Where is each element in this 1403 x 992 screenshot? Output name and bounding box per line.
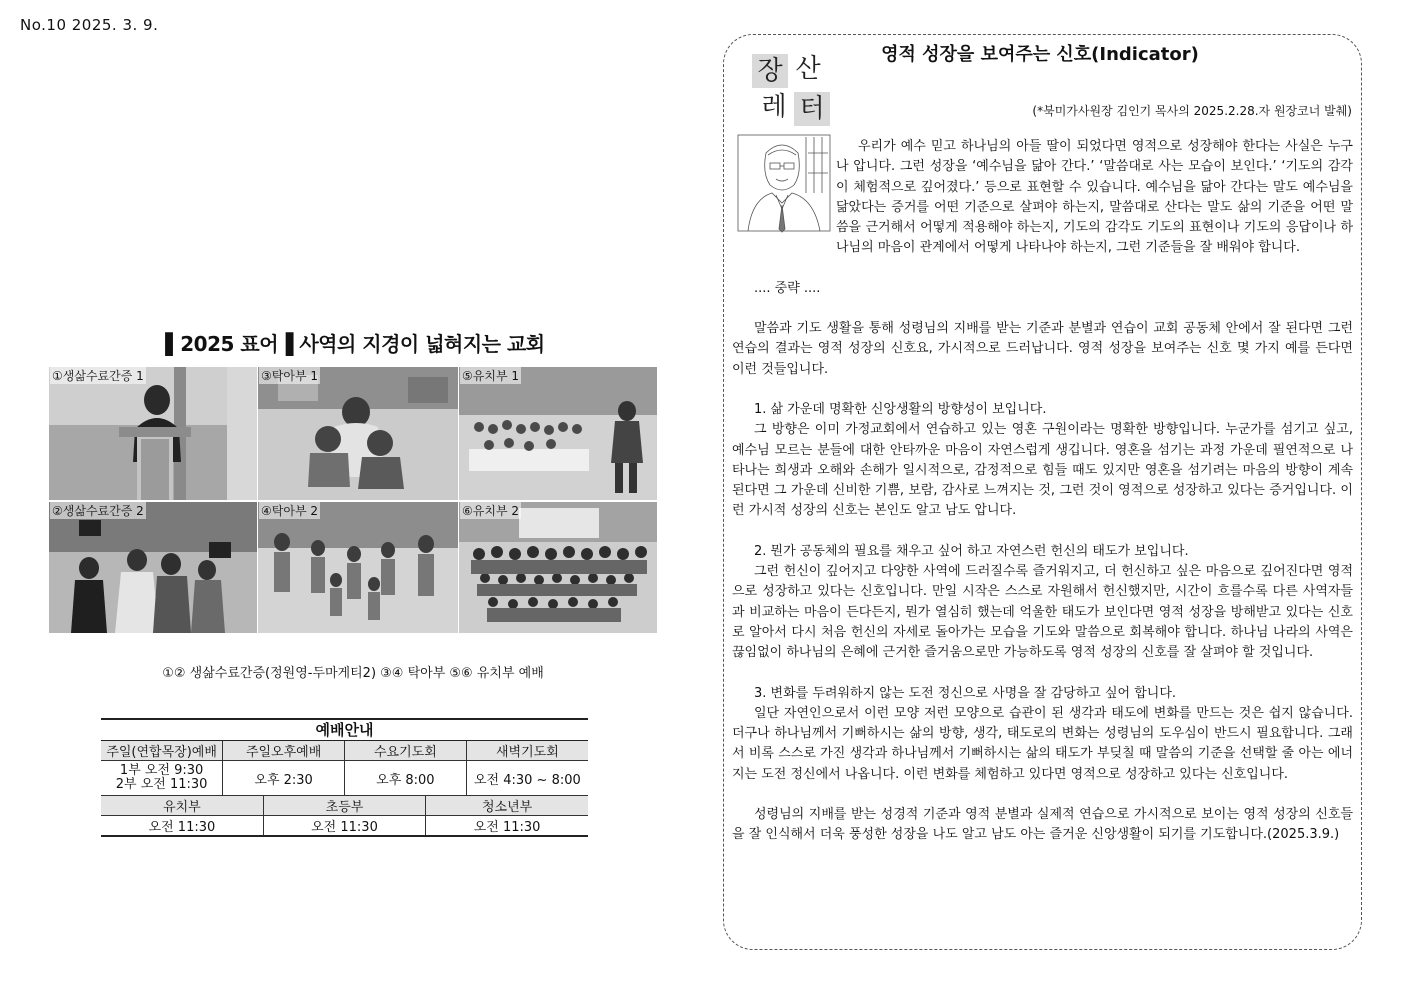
badge-char-4: 터 <box>794 92 830 126</box>
header-elementary: 초등부 <box>263 796 425 816</box>
point-3-body: 일단 자연인으로서 이런 모양 저런 모양으로 습관이 된 생각과 태도에 변화를 만드는 것은 쉽지 않습니다. 더구나 하나님께서 기뻐하시는 삶의 방향, 생각, 태도로의 변화는 성령님의 도우심이 반드시 필요합니다. 그래서 비록 스스로 가진 생각과 하나님께서 기뻐하시는 삶의 태도가 부딪칠 때 말씀의 기준을 선택할 줄 아는 에너지는 도전 정신에서 나옵니다. 이런 변화를 체험하고 있다면 영적으로 성장하고 있다는 신호입니다. <box>732 705 1353 782</box>
letter-paragraph-2: 말씀과 기도 생활을 통해 성령님의 지배를 받는 기준과 분별과 연습이 교회 공동체 안에서 잘 된다면 그런 연습의 결과는 영적 성장의 신호요, 가시적으로 드러납니다. 영적 성장을 보여주는 신호 몇 가지 예를 든다면 이런 것들입니다. <box>732 321 1353 377</box>
photo-testimony-1-image <box>49 367 257 500</box>
photo-testimony-2 <box>49 502 257 633</box>
portrait-spacer <box>732 137 836 243</box>
photo-grid <box>49 367 657 633</box>
photo-legend: ①② 생삶수료간증(정원영-두마게티2) ③④ 탁아부 ⑤⑥ 유치부 예배 <box>162 666 544 681</box>
header-sunday-afternoon: 주일오후예배 <box>223 741 345 761</box>
point-3-heading: 3. 변화를 두려워하지 않는 도전 정신으로 사명을 잘 감당하고 싶어 합니다. <box>754 685 1177 701</box>
photo-caption-3: ③탁아부 1 <box>261 369 318 383</box>
photo-nursery-2 <box>258 502 458 633</box>
photo-kindergarten-2-image <box>459 502 657 633</box>
point-2-heading: 2. 뭔가 공동체의 필요를 채우고 싶어 하고 자연스런 헌신의 태도가 보입니다. <box>754 543 1189 559</box>
service-schedule-title: 예배안내 <box>101 718 588 741</box>
motto-banner: ▌2025 표어▐ 사역의 지경이 넓혀지는 교회 <box>165 332 545 356</box>
photo-kindergarten-2 <box>459 502 657 633</box>
photo-caption-5: ⑤유치부 1 <box>462 369 519 383</box>
photo-nursery-1-image <box>258 367 458 500</box>
header-kindergarten: 유치부 <box>101 796 263 816</box>
column-badge <box>750 52 834 130</box>
photo-caption-4: ④탁아부 2 <box>261 504 318 518</box>
point-1-body: 그 방향은 이미 가정교회에서 연습하고 있는 영혼 구원이라는 명확한 방향입니다. 누군가를 섬기고 싶고, 예수님 모르는 분들에 대한 안타까운 마음이 자연스럽게 생깁니다. 영혼을 섬기는 과정 가운데 필연적으로 나타나는 희생과 오해와 손해가 일시적으로, 감정적으로 힘들 때도 있지만 영혼을 섬기려는 마음의 방향이 계속된다면 그 가운데 신비한 기쁨, 보람, 감사로 느껴지는 것, 그런 것이 영적으로 성장하고 있다는 증거입니다. 이런 가시적 성장의 신호는 본인도 알고 남도 압니다. <box>732 422 1353 519</box>
photo-caption-6: ⑥유치부 2 <box>462 504 519 518</box>
photo-nursery-2-image <box>258 502 458 633</box>
letter-body <box>732 137 1353 846</box>
header-sunday-service: 주일(연합목장)예배 <box>101 741 223 761</box>
article-title: 영적 성장을 보여주는 신호(Indicator) <box>881 44 1199 65</box>
issue-date-line: No.10 2025. 3. 9. <box>20 16 159 34</box>
badge-char-3: 레 <box>761 92 787 122</box>
photo-caption-2: ②생삶수료간증 2 <box>52 504 144 518</box>
service-schedule <box>101 718 588 837</box>
value-dawn-prayer: 오전 4:30 ~ 8:00 <box>466 761 588 796</box>
letter-paragraph-1: 우리가 예수 믿고 하나님의 아들 딸이 되었다면 영적으로 성장해야 한다는 사실은 누구나 압니다. 그런 성장을 ‘예수님을 닮아 간다.’ ‘말씀대로 사는 모습이 보인다.’ ‘기도의 감각이 체험적으로 깊어졌다.’ 등으로 표현할 수 있습니다. 예수님을 닮아 간다는 말도 예수님을 닮았다는 증거를 어떤 기준으로 살펴야 하는지, 말씀대로 산다는 말도 삶의 기준을 어떤 말씀을 근거해서 어떻게 적용해야 하는지, 기도의 감각도 기도의 표현이나 기도의 응답이나 하나님의 마음이 관계에서 어떻게 나타나야 하는지, 그런 기준들을 잘 배워야 합니다. <box>836 139 1354 256</box>
header-dawn-prayer: 새벽기도회 <box>466 741 588 761</box>
service-table-top <box>101 741 588 796</box>
value-sunday-service <box>101 761 223 796</box>
value-sunday-afternoon: 오후 2:30 <box>223 761 345 796</box>
sunday-first-service: 1부 오전 9:30 <box>119 763 204 778</box>
header-wednesday-prayer: 수요기도회 <box>345 741 467 761</box>
photo-testimony-1 <box>49 367 257 500</box>
photo-testimony-2-image <box>49 502 257 633</box>
letter-closing: 성령님의 지배를 받는 성경적 기준과 영적 분별과 실제적 연습으로 가시적으로 보이는 영적 성장의 신호들을 잘 인식해서 더욱 풍성한 성장을 나도 알고 남도 아는 즐거운 신앙생활이 되기를 기도합니다.(2025.3.9.) <box>732 807 1353 843</box>
header-youth: 청소년부 <box>426 796 588 816</box>
value-elementary: 오전 11:30 <box>263 816 425 837</box>
photo-caption-1: ①생삶수료간증 1 <box>52 369 144 383</box>
badge-char-1: 장 <box>752 54 788 88</box>
photo-kindergarten-1 <box>459 367 657 500</box>
service-table-bottom <box>101 796 588 837</box>
photo-kindergarten-1-image <box>459 367 657 500</box>
point-1-heading: 1. 삶 가운데 명확한 신앙생활의 방향성이 보입니다. <box>754 401 1047 417</box>
value-youth: 오전 11:30 <box>426 816 588 837</box>
point-2-body: 그런 헌신이 깊어지고 다양한 사역에 드러질수록 즐거워지고, 더 헌신하고 싶은 마음으로 깊어진다면 영적으로 성장하고 있다는 신호입니다. 만일 시작은 스스로 자원해서 헌신했지만, 시간이 흐를수록 다른 사역자들과 비교하는 마음이 든다든지, 뭔가 열심히 했는데 억울한 태도가 보인다면 영적 성장을 방해받고 있다는 신호로 알아서 다시 처음 헌신의 자세로 돌아가는 모습을 기도와 말씀으로 회복해야 합니다. 하나님 나라의 사역은 끊임없이 하나님의 은혜에 근거한 즐거움으로만 가능하도록 영적 성장의 신호를 잘 살펴야 할 것입니다. <box>732 564 1353 661</box>
value-wednesday-prayer: 오후 8:00 <box>345 761 467 796</box>
badge-char-2: 산 <box>795 54 821 84</box>
value-kindergarten: 오전 11:30 <box>101 816 263 837</box>
article-source: (*북미가사원장 김인기 목사의 2025.2.28.자 원장코너 발췌) <box>1032 104 1352 118</box>
letter-omission: .... 중략 .... <box>754 280 821 296</box>
photo-nursery-1 <box>258 367 458 500</box>
sunday-second-service: 2부 오전 11:30 <box>115 777 208 792</box>
